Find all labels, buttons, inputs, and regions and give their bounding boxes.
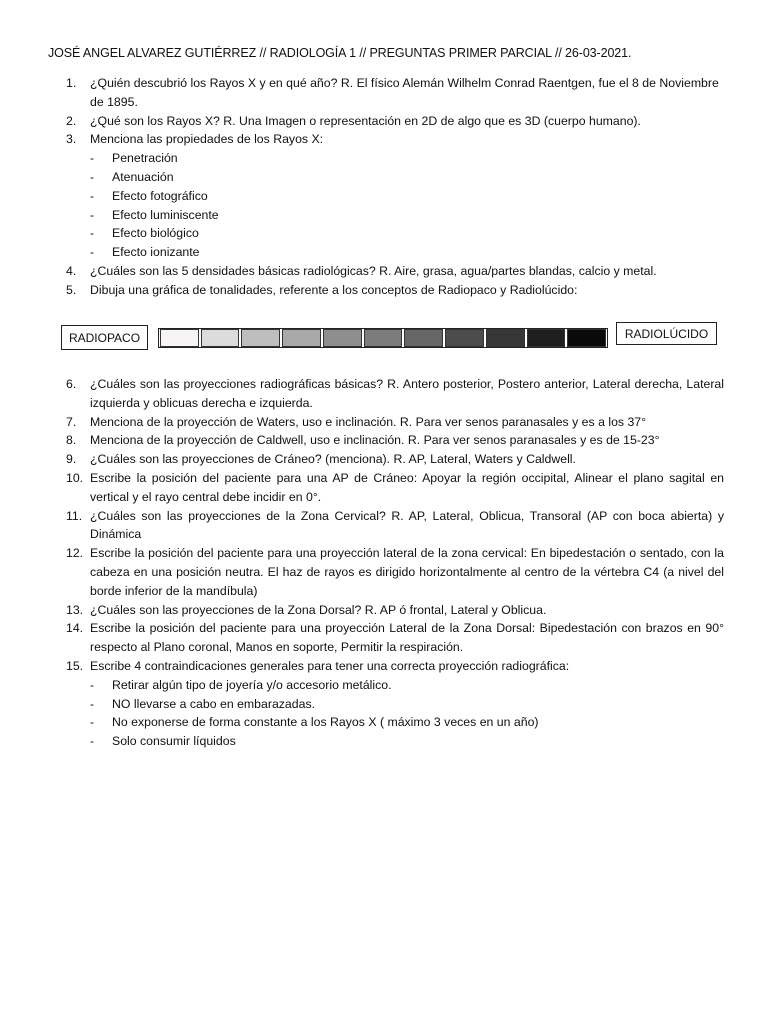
question-number: 15.: [66, 658, 84, 673]
question-item: [0, 601, 768, 620]
question-number: 3.: [66, 132, 77, 147]
gray-swatch: [282, 329, 321, 347]
question-item: [0, 544, 768, 600]
question-number: 1.: [66, 76, 77, 90]
question-text: ¿Quién descubrió los Rayos X y en qué año? R. El físico Alemán Wilhelm Conrad Raentgen, fue el 8 de Noviembre de 1895.: [90, 76, 719, 109]
dash-marker: -: [90, 226, 95, 241]
question-text: Escribe la posición del paciente para una proyección Lateral de la Zona Dorsal: Bipedestación con brazos en 90° respecto al Plano coronal, Manos en soporte, Permitir la respiración.: [90, 621, 724, 655]
radiolucido-label: RADIOLÚCIDO: [616, 322, 717, 345]
dash-marker: -: [90, 151, 95, 166]
question-item: [0, 112, 768, 131]
question-item: [0, 375, 768, 413]
question-number: 7.: [66, 414, 77, 429]
question-list-part-2: [0, 375, 768, 751]
bullet-item: [0, 187, 768, 206]
gray-swatch: [364, 329, 403, 347]
question-text: Menciona las propiedades de los Rayos X:: [90, 132, 324, 147]
dash-marker: -: [90, 188, 95, 203]
bullet-text: Atenuación: [112, 169, 174, 184]
question-number: 12.: [66, 546, 84, 561]
gray-swatch: [201, 329, 240, 347]
question-number: 8.: [66, 433, 77, 448]
dash-marker: -: [90, 734, 95, 749]
question-number: 11.: [66, 508, 83, 523]
gray-swatch: [567, 329, 606, 347]
bullet-item: [0, 149, 768, 168]
dash-marker: -: [90, 207, 95, 222]
bullet-list: [0, 149, 768, 262]
tonality-scale: [0, 318, 768, 358]
question-number: 5.: [66, 282, 77, 297]
dash-marker: -: [90, 715, 95, 730]
bullet-item: [0, 676, 768, 695]
question-text: ¿Cuáles son las proyecciones de la Zona Dorsal? R. AP ó frontal, Lateral y Oblicua.: [90, 602, 547, 617]
gray-swatch: [486, 329, 525, 347]
question-text: ¿Cuáles son las proyecciones radiográficas básicas? R. Antero posterior, Postero anterior, Lateral derecha, Lateral izquierda y oblicuas derecha e izquierda.: [90, 377, 724, 410]
question-item: [0, 450, 768, 469]
question-text: Escribe 4 contraindicaciones generales para tener una correcta proyección radiográfica:: [90, 658, 570, 673]
bullet-text: Penetración: [112, 151, 178, 166]
gray-swatch: [445, 329, 484, 347]
gray-swatch: [323, 329, 362, 347]
question-item: [0, 431, 768, 450]
bullet-item: [0, 695, 768, 714]
dash-marker: -: [90, 696, 95, 711]
gray-swatch: [160, 329, 199, 347]
question-number: 6.: [66, 377, 77, 391]
bullet-item: [0, 206, 768, 225]
bullet-text: Efecto fotográfico: [112, 188, 208, 203]
question-number: 13.: [66, 602, 84, 617]
question-text: ¿Qué son los Rayos X? R. Una Imagen o representación en 2D de algo que es 3D (cuerpo humano).: [90, 113, 641, 128]
gray-swatch: [404, 329, 443, 347]
bullet-text: No exponerse de forma constante a los Rayos X ( máximo 3 veces en un año): [112, 715, 539, 730]
bullet-item: [0, 243, 768, 262]
bullet-text: Retirar algún tipo de joyería y/o accesorio metálico.: [112, 677, 392, 692]
question-text: Escribe la posición del paciente para una proyección lateral de la zona cervical: En bipedestación o sentado, con la cabeza en una posición neutra. El haz de rayos es dirigido horizontalmente al centro de la vértebra C4 (a nivel del borde inferior de la mandíbula): [90, 546, 724, 598]
question-number: 14.: [66, 621, 84, 636]
question-number: 9.: [66, 452, 77, 467]
question-item: [0, 619, 768, 657]
gray-gradient-strip: [158, 328, 608, 348]
radiopaco-label: RADIOPACO: [61, 325, 148, 350]
bullet-item: [0, 713, 768, 732]
question-item: [0, 507, 768, 545]
bullet-text: Efecto biológico: [112, 226, 199, 241]
question-number: 10.: [66, 470, 84, 485]
question-number: 4.: [66, 263, 77, 278]
dash-marker: -: [90, 169, 95, 184]
question-item: [0, 130, 768, 262]
gray-swatch: [241, 329, 280, 347]
gray-swatch: [527, 329, 566, 347]
dash-marker: -: [90, 245, 95, 260]
bullet-text: NO llevarse a cabo en embarazadas.: [112, 696, 316, 711]
question-item: [0, 281, 768, 300]
question-text: ¿Cuáles son las proyecciones de la Zona Cervical? R. AP, Lateral, Oblicua, Transoral (AP con boca abierta) y Dinámica: [90, 508, 724, 542]
question-text: ¿Cuáles son las 5 densidades básicas radiológicas? R. Aire, grasa, agua/partes blandas, calcio y metal.: [90, 263, 657, 278]
bullet-list: [0, 676, 768, 751]
question-text: ¿Cuáles son las proyecciones de Cráneo? (menciona). R. AP, Lateral, Waters y Caldwell.: [90, 452, 576, 467]
bullet-text: Efecto luminiscente: [112, 207, 219, 222]
bullet-item: [0, 224, 768, 243]
question-text: Escribe la posición del paciente para una AP de Cráneo: Apoyar la región occipital, Alinear el plano sagital en vertical y el rayo central debe incidir en 0°.: [90, 470, 724, 504]
question-text: Menciona de la proyección de Caldwell, uso e inclinación. R. Para ver senos paranasales y es de 15-23°: [90, 433, 660, 448]
question-text: Menciona de la proyección de Waters, uso e inclinación. R. Para ver senos paranasales y es a los 37°: [90, 414, 647, 429]
question-list-part-1: [0, 74, 768, 300]
question-number: 2.: [66, 113, 77, 128]
bullet-item: [0, 732, 768, 751]
bullet-text: Solo consumir líquidos: [112, 734, 236, 749]
question-item: [0, 74, 768, 112]
question-item: [0, 657, 768, 751]
question-text: Dibuja una gráfica de tonalidades, referente a los conceptos de Radiopaco y Radiolúcido:: [90, 282, 578, 297]
bullet-item: [0, 168, 768, 187]
question-item: [0, 469, 768, 507]
document-title: JOSÉ ANGEL ALVAREZ GUTIÉRREZ // RADIOLOGÍA 1 // PREGUNTAS PRIMER PARCIAL // 26-03-2021.: [48, 46, 632, 60]
dash-marker: -: [90, 677, 95, 692]
question-item: [0, 413, 768, 432]
question-item: [0, 262, 768, 281]
bullet-text: Efecto ionizante: [112, 245, 200, 260]
